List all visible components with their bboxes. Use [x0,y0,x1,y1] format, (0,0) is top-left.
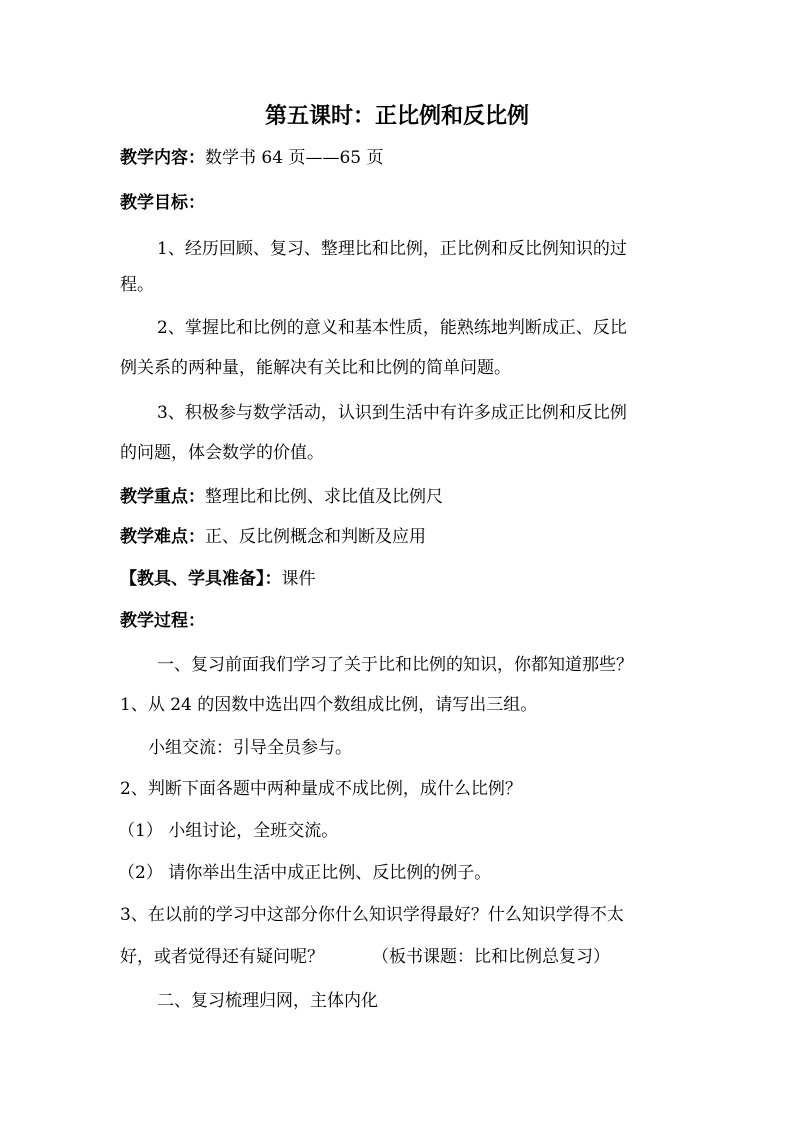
objective-1-line-1: 1、经历回顾、复习、整理比和比例，正比例和反比例知识的过 [157,239,627,259]
page-title: 第五课时：正比例和反比例 [264,103,529,129]
difficulties-text: 正、反比例概念和判断及应用 [205,527,426,547]
section-1-heading: 一、复习前面我们学习了关于比和比例的知识，你都知道那些？ [157,655,633,675]
key-points-label: 教学重点： [120,487,205,507]
objective-2-line-2: 例关系的两种量，能解决有关比和比例的简单问题。 [120,358,511,378]
objective-3-line-1: 3、积极参与数学活动，认识到生活中有许多成正比例和反比例 [157,403,627,423]
objective-1-line-2: 程。 [120,275,154,295]
question-2: 2、判断下面各题中两种量成不成比例，成什么比例？ [120,779,522,799]
preparation-row [120,566,316,592]
objective-3-line-2: 的问题，体会数学的价值。 [120,443,324,463]
question-2-sub-2: （2） 请你举出生活中成正比例、反比例的例子。 [118,863,492,883]
section-2-heading: 二、复习梳理归网，主体内化 [157,991,378,1011]
question-3-line-1: 3、在以前的学习中这部分你什么知识学得最好？什么知识学得不太 [120,905,624,925]
difficulties-label: 教学难点： [120,527,205,547]
teaching-content-label: 教学内容： [120,148,205,168]
teaching-process-label: 教学过程： [120,611,205,631]
preparation-text: 课件 [281,569,316,589]
teaching-objectives-label: 教学目标： [120,193,205,213]
question-3-line-2: 好，或者觉得还有疑问呢？ [120,947,324,967]
preparation-label: 【教具、学具准备】： [120,569,282,589]
key-points-text: 整理比和比例、求比值及比例尺 [205,487,443,507]
question-3-line-2-row [120,944,610,970]
objective-2-line-1: 2、掌握比和比例的意义和基本性质，能熟练地判断成正、反比 [157,318,627,338]
question-1: 1、从 24 的因数中选出四个数组成比例，请写出三组。 [120,695,538,715]
board-title-note: （板书课题：比和比例总复习） [372,947,610,967]
teaching-content-text: 数学书 64 页——65 页 [205,148,384,168]
key-points-row [120,484,443,510]
teaching-content-row [120,145,383,171]
difficulties-row [120,524,426,550]
question-1-note: 小组交流：引导全员参与。 [148,738,352,758]
question-2-sub-1: （1） 小组讨论，全班交流。 [118,821,339,841]
